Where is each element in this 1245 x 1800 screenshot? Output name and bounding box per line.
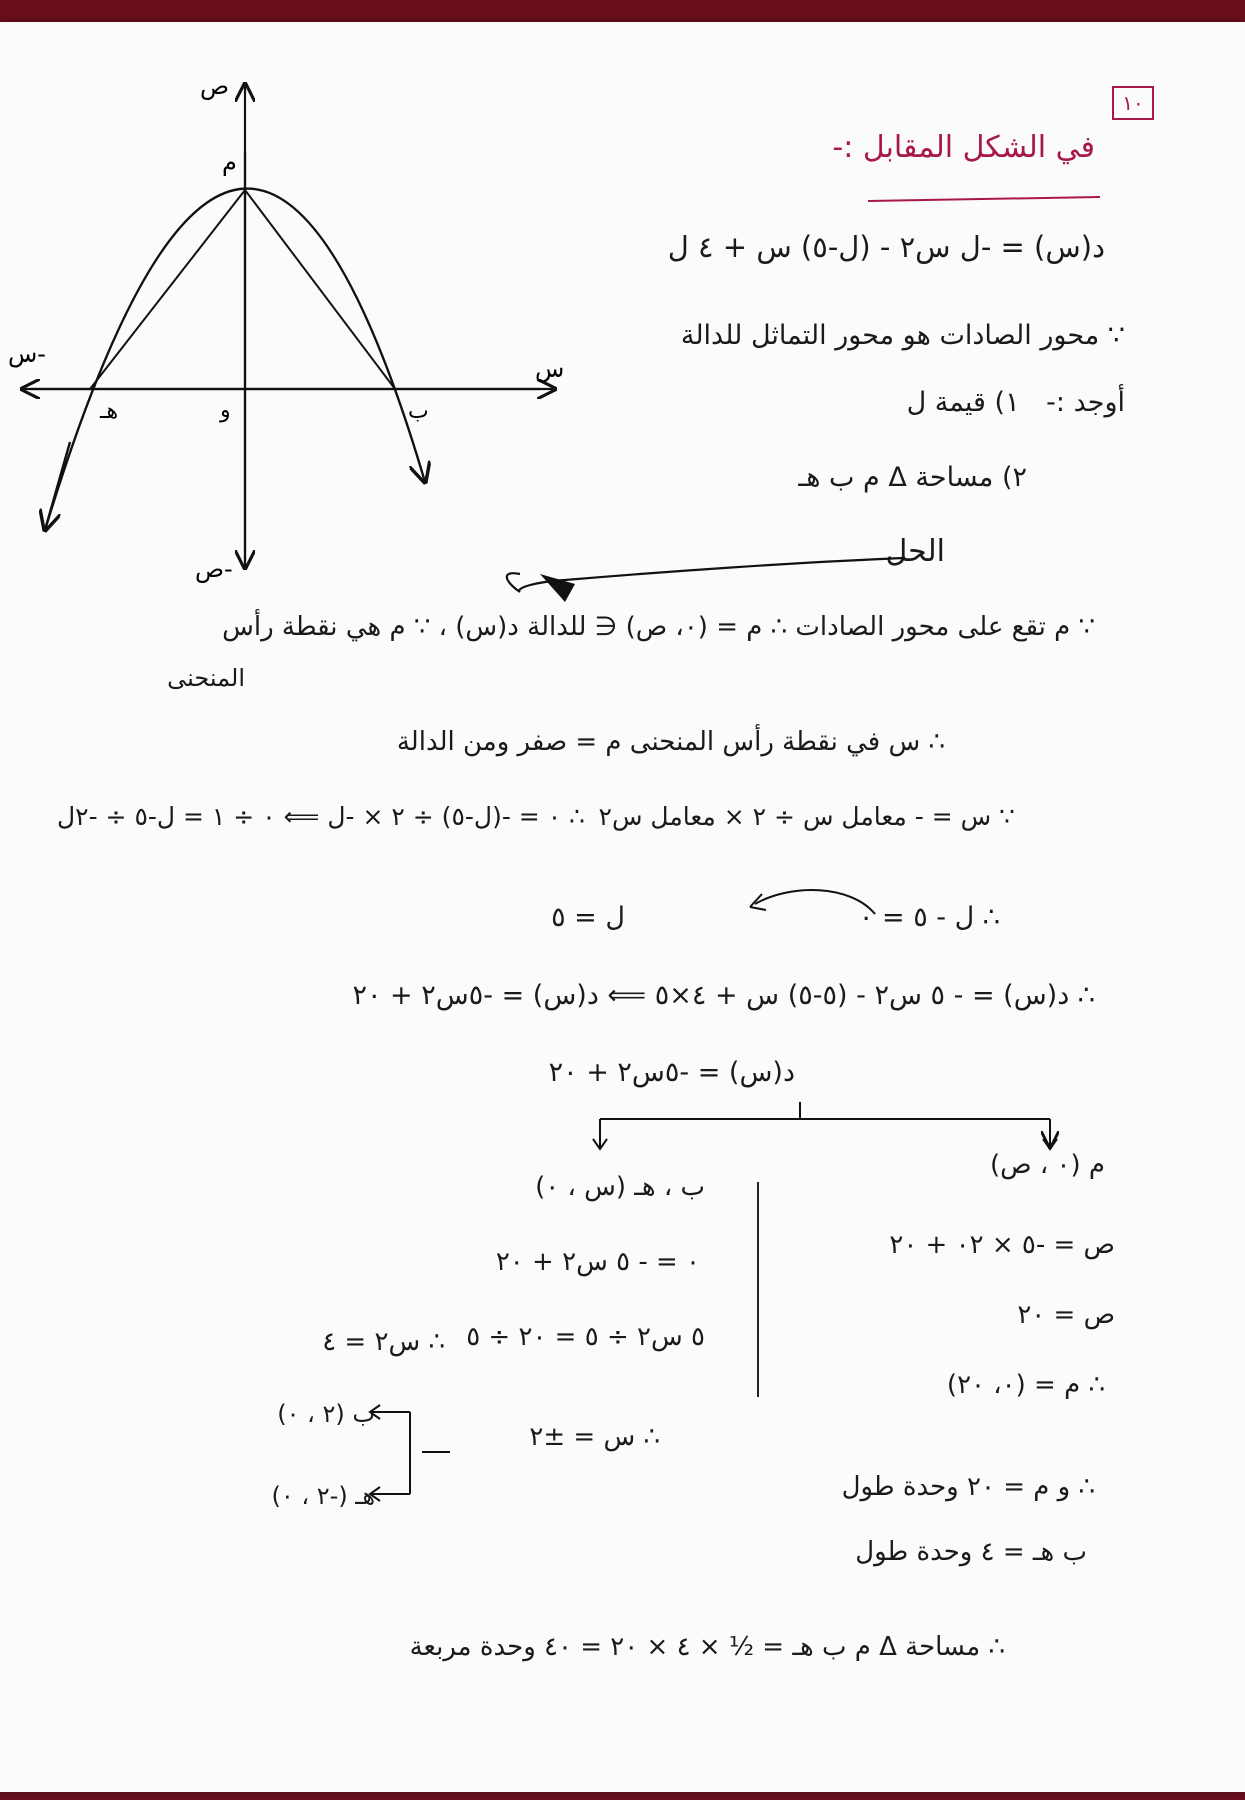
left-col-line-7: هـ (-٢ ، ٠) [271, 1482, 375, 1510]
left-col-line-3: ٥ س٢ ÷ ٥ = ٢٠ ÷ ٥ [466, 1322, 705, 1352]
question-number: ١٠ [1112, 86, 1154, 120]
left-col-line-2: ٠ = - ٥ س٢ + ٢٠ [495, 1247, 700, 1277]
solution-line-5: ∴ د(س) = - ٥ س٢ - (٥-٥) س + ٤×٥ ⟸ د(س) = -٥س٢ + ٢٠ [352, 980, 1095, 1011]
label-y-neg: ص- [195, 555, 233, 583]
label-origin: و [220, 398, 231, 423]
solution-label: الحل [885, 534, 945, 569]
right-col-line-2: ص = -٥ × ٠٢ + ٢٠ [889, 1230, 1115, 1260]
solution-line-1a: ∵ م تقع على محور الصادات ∴ م = (٠، ص) ∈ للدالة د(س) ، ∵ م هي نقطة رأس [222, 612, 1095, 642]
label-x-pos: س [535, 355, 565, 383]
label-x-neg: س- [8, 340, 46, 368]
solution-line-4-left: ل = ٥ [551, 902, 625, 933]
label-vertex: م [222, 148, 237, 176]
right-col-line-4: ∴ م = (٠، ٢٠) [946, 1370, 1105, 1400]
label-b: ب [408, 399, 429, 424]
column-divider [757, 1182, 759, 1397]
right-col-line-3: ص = ٢٠ [1017, 1300, 1115, 1330]
curved-arrow-l [740, 882, 880, 922]
solution-line-6: د(س) = -٥س٢ + ٢٠ [548, 1057, 795, 1088]
result-bracket [360, 1402, 480, 1512]
left-col-line-6: ب (٢ ، ٠) [277, 1400, 375, 1428]
solution-line-7: ∴ و م = ٢٠ وحدة طول [841, 1472, 1095, 1502]
find-item-2: ٢) مساحة Δ م ب هـ [798, 462, 1027, 493]
right-col-line-1: م (٠ ، ص) [990, 1150, 1105, 1180]
left-col-line-1: ب ، هـ (س ، ٠) [535, 1172, 705, 1202]
find-intro-label: أوجد :- [1046, 387, 1125, 418]
label-y-pos: ص [200, 72, 230, 100]
label-h: هـ [100, 399, 119, 424]
function-definition: د(س) = -ل س٢ - (ل-٥) س + ٤ ل [667, 230, 1105, 264]
find-item-1: ١) قيمة ل [906, 387, 1020, 418]
given-statement: ∵ محور الصادات هو محور التماثل للدالة [680, 320, 1125, 351]
triangle-side-left [90, 190, 245, 389]
solution-line-9: ∴ مساحة Δ م ب هـ = ½ × ٤ × ٢٠ = ٤٠ وحدة مربعة [409, 1632, 1005, 1662]
solution-line-3-left: ∴ ٠ = -(ل-٥) ÷ ٢ × -ل ⟸ ٠ ÷ ١ = ل-٥ ÷ -٢ل [56, 802, 585, 831]
notebook-page [0, 22, 1245, 1792]
parabola-curve [45, 189, 425, 530]
parabola-graph [0, 62, 565, 602]
left-col-line-5: ∴ س = ±٢ [529, 1422, 660, 1452]
solution-line-4-right: ∴ ل - ٥ = ٠ [858, 902, 1000, 933]
solution-line-3-right: ∵ س = - معامل س ÷ ٢ × معامل س٢ [598, 802, 1015, 831]
solution-line-2: ∴ س في نقطة رأس المنحنى م = صفر ومن الدالة [396, 727, 945, 757]
question-heading: في الشكل المقابل :- [832, 130, 1095, 165]
triangle-side-right [245, 190, 395, 389]
solution-line-1b: المنحنى [167, 664, 245, 692]
branch-bracket [590, 1097, 1090, 1157]
left-col-line-4: ∴ س٢ = ٤ [322, 1327, 445, 1357]
solution-line-8: ب هـ = ٤ وحدة طول [855, 1537, 1087, 1567]
